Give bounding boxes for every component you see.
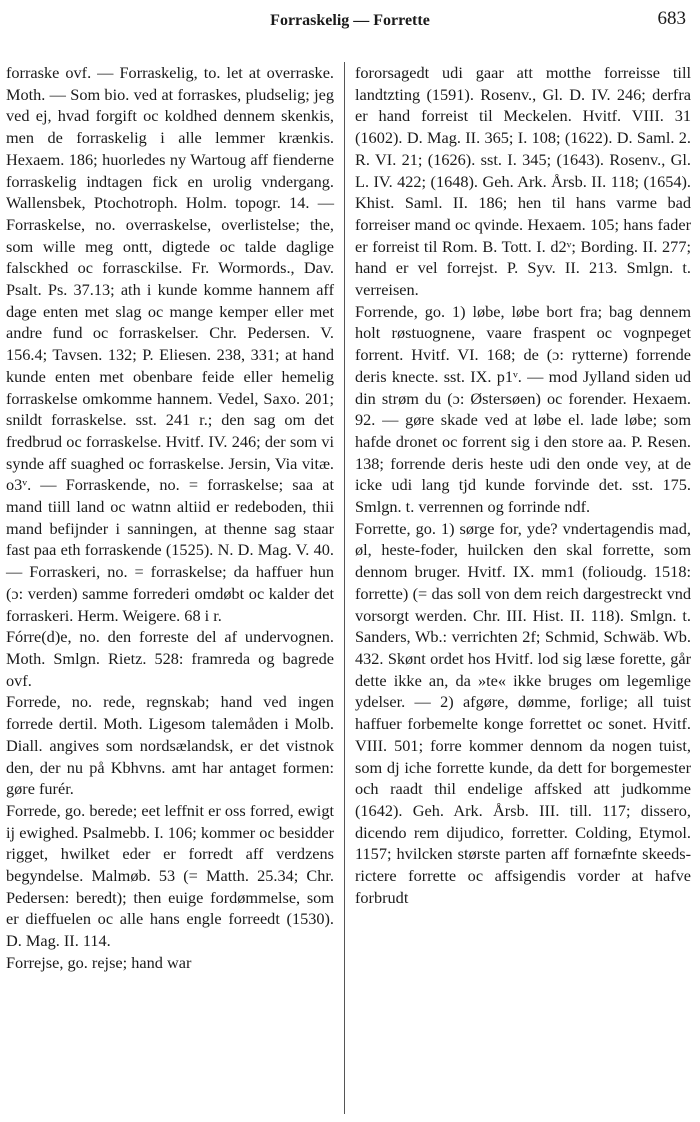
page-number: 683 [657, 8, 686, 29]
entry-paragraph: forraske ovf. — Forraskelig, to. let at overraske. Moth. — Som bio. ved at forraskes, pludselig; jeg ved ej, hvad forgift oc koldhed dennem skenkis, men de forraskelig i alle lemmer krænkis. Hexaem. 186; huorledes ny Wartoug aff fienderne forraskelig indtagen fick en urolig vndergang. Wallensbek, Ptochotroph. Holm. topogr. 14. — Forraskelse, no. overraskelse, overlistelse; the, som wille meg ontt, digtede oc talde daglige falsckhed oc forrasckilse. Fr. Wormords., Dav. Psalt. Ps. 37.13; ath i kunde komme hannem aff dage enten met slag oc mange kemper eller met andre fund oc forraskelser. Chr. Pedersen. V. 156.4; Tavsen. 132; P. Eliesen. 238, 331; at hand kunde enten met obenbare feide eller hemelig forraskelse omkomme hannem. Vedel, Saxo. 201; snildt forraskelse. sst. 241 r.; den sag om det fredbrud oc forraskelse. Hvitf. IV. 246; der som vi synde aff suaghed oc forraskelse. Jersin, Via vitæ. o3ᵛ. — Forraskende, no. = forraskelse; saa at mand tiill land oc watnn altiid er redeboden, thii mand befijnder i sanningen, at thenne sag staar fast paa eth forraskende (1525). N. D. Mag. V. 40. — Forraskeri, no. = forraskelse; da haffuer hun (ɔ: verden) samme forrederi omdøbt oc kalder det forraskeri. Herm. Weigere. 68 i r. [6, 63, 334, 625]
entry-paragraph: fororsagedt udi gaar att motthe forreisse till landtzting (1591). Rosenv., Gl. D. IV. 246; derfra er hand forreist til Meckelen. Hvitf. VIII. 31 (1602). D. Mag. II. 365; I. 108; (1622). D. Saml. 2. R. VI. 21; (1626). sst. I. 345; (1643). Rosenv., Gl. L. IV. 422; (1648). Geh. Ark. Årsb. II. 118; (1654). Khist. Saml. II. 186; hen til hans varme bad forreiser mand oc qvinde. Hexaem. 105; hans fader er forreist til Rom. B. Tott. I. d2ᵛ; Bording. II. 277; hand er vel forrejst. P. Syv. II. 213. Smlgn. t. verreisen. [355, 63, 691, 300]
entry-paragraph: Forrejse, go. rejse; hand war [6, 952, 192, 972]
page-header [0, 8, 700, 38]
entry-paragraph: Forrede, no. rede, regnskab; hand ved ingen forrede dertil. Moth. Ligesom talemåden i Molb. Diall. angives som nordsælandsk, er det vistnok den, der nu på Kbhvns. amt har antaget formen: gøre furér. [6, 692, 334, 799]
entry-paragraph: Forrette, go. 1) sørge for, yde? vndertagendis mad, øl, heste-foder, huilcken den skal forrette, som dennom bruger. Hvitf. IX. mm1 (folioudg. 1518: forrette) (= das soll von dem reich dargestreckt vnd vorsorgt werden. Chr. III. Hist. II. 118). Smlgn. t. Sanders, Wb.: verrichten 2f; Schmid, Schwäb. Wb. 432. Skønt ordet hos Hvitf. lod sig læse forette, går dette ikke an, da »te« ikke bruges om legemlige ydelser. — 2) afgøre, dømme, forlige; all tuist haffuer forbemelte konge forrettet oc sonet. Hvitf. VIII. 501; forre kommer dennom da nogen tuist, som dj iche forrette kunde, da dett for borgemester och raadt thil endelige affsked att judkomme (1642). Geh. Ark. Årsb. III. till. 117; dissero, dicendo rem dijudico, forretter. Colding, Etymol. 1157; hvilcken største parten aff fornæfnte skeeds-rictere forrette oc affsigendis vorder at hafve forbrudt [355, 518, 691, 907]
entry-paragraph: Forrede, go. berede; eet leffnit er oss forred, ewigt ij ewighed. Psalmebb. I. 106; kommer oc besidder rigget, hwilket eder er forredt aff verdzens begyndelse. Malmøb. 53 (= Matth. 25.34; Chr. Pedersen: beredt); then euige fordømmelse, som er dieffuelen oc alle hans engle forreedt (1530). D. Mag. II. 114. [6, 800, 334, 951]
left-column [6, 62, 334, 974]
entry-paragraph: Forrende, go. 1) løbe, løbe bort fra; bag dennem holt røstuognene, vaare fraspent oc vognpeget forrent. Hvitf. VI. 168; de (ɔ: rytterne) forrende deris knecte. sst. IX. p1ᵛ. — mod Jylland siden ud din strøm du (ɔ: Østersøen) oc forender. Hexaem. 92. — gøre skade ved at løbe el. lade løbe; som hafde dronet oc forrent sig i den store aa. P. Resen. 138; forrende deris heste udi den onde vey, at de icke udi lang tjd kunde forvinde det. sst. 175. Smlgn. t. verrennen og forrinde ndf. [355, 301, 691, 517]
right-column [355, 62, 691, 908]
running-head: Forraskelig — Forrette [270, 12, 430, 29]
column-divider [344, 62, 345, 1114]
entry-paragraph: Fórre(d)e, no. den forreste del af undervognen. Moth. Smlgn. Rietz. 528: framreda og bagrede ovf. [6, 627, 334, 690]
